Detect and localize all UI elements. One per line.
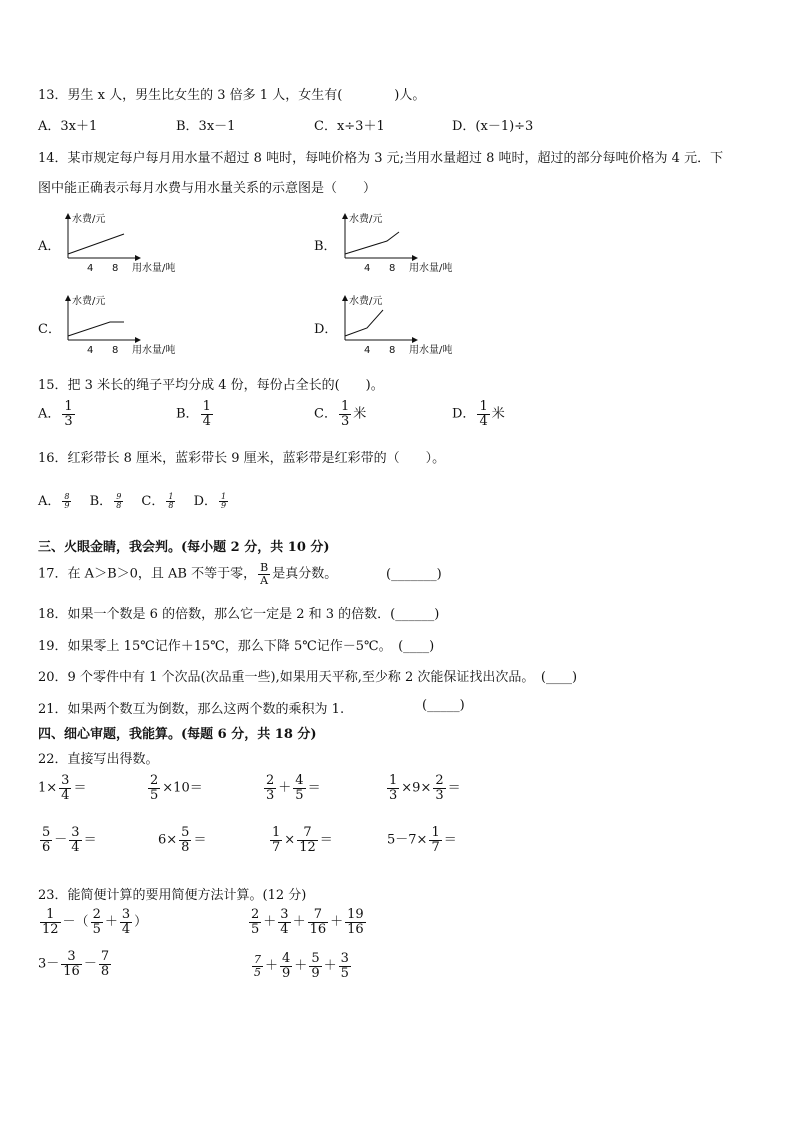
q22-e5-op: － [54,832,68,848]
q14-c-tick-8: 8 [112,345,119,356]
q22-stem: 22．直接写出得数。 [38,752,159,767]
q23-e1-d2: 5 [92,921,101,937]
q22-e7-n1: 1 [272,825,281,840]
q14-c-x-label: 用水量/吨 [132,345,176,356]
q22-e3-fraction-1 [264,774,276,802]
q15-b-num: 1 [202,399,211,414]
q15-d-num: 1 [479,399,488,414]
q23-e4-d2: 9 [282,965,291,981]
q23-e4-d3: 9 [311,965,320,981]
q16-options [38,490,230,510]
q14-option-d-label: D． [314,322,338,337]
q23-e3-fraction-1 [61,950,82,978]
q23-e4-n2: 4 [282,951,291,966]
q14-stem-line2: 图中能正确表示每月水费与用水量关系的示意图是（ ） [38,181,377,196]
q23-e2-d3: 16 [309,921,327,937]
q22-e3-op: ＋ [278,780,292,796]
q23-e1-n3: 3 [121,907,131,922]
q23-e2-d4: 16 [347,921,364,937]
q23-e4-op-1: ＋ [265,958,279,974]
q22-e7-n2: 7 [297,826,318,841]
q19: 19．如果零上 15℃记作＋15℃，那么下降 5℃记作－5℃。 (____) [38,639,435,654]
q22-e7-op: × [284,832,296,848]
q23-e4-d1: 5 [254,965,261,979]
q16-b-den: 8 [116,501,122,510]
q23-e4-fraction-3 [309,952,321,980]
q14-option-c-label: C． [38,322,61,337]
q14-c-y-label: 水费/元 [72,296,106,307]
q23-e1-op1: －（ [62,914,89,930]
q22-e5-fraction-1 [40,826,52,854]
q23-e3-pre: 3－ [38,956,60,972]
q23-e3-fraction-2 [99,950,111,978]
q16-c-label: C． [141,494,165,509]
q23-e2-d1: 5 [251,921,260,937]
q13-option-b: B．3x－1 [176,119,236,134]
q22-e4-n2: 2 [435,773,444,788]
q17-den: A [260,573,269,587]
q14-d-tick-8: 8 [389,345,396,356]
q15-c-fraction [339,400,351,428]
q14-d-y-label: 水费/元 [349,296,383,307]
q15-option-a [38,400,77,428]
q22-e7-post: ＝ [319,832,333,848]
q14-graph-a [60,208,200,278]
q23-e2-d2: 4 [280,921,289,937]
q14-c-tick-4: 4 [87,345,94,356]
q22-e3-n2: 4 [295,773,304,788]
q22-e1-post: ＝ [73,780,87,796]
q16-d-den: 9 [221,501,227,510]
q23-e2-n1: 2 [251,907,260,922]
q22-e8-den: 7 [431,839,440,855]
q22-e5-d1: 6 [42,839,51,855]
q15-d-fraction [477,400,489,428]
q22-expr-2 [146,774,203,802]
q23-e4-fraction-4 [339,952,351,980]
q14-graph-c [60,290,200,360]
q15-option-d [452,400,505,428]
q23-expr-3 [38,950,113,978]
q15-b-den: 4 [202,413,211,429]
q23-e1-n2: 2 [92,907,101,922]
q22-e2-post: ×10＝ [162,780,203,796]
q23-e4-n3: 5 [311,951,320,966]
q22-e7-fraction-1 [270,826,282,854]
q14-a-tick-8: 8 [112,263,119,274]
q14-stem-line1: 14．某市规定每户每月用水量不超过 8 吨时，每吨价格为 3 元;当用水量超过 8 吨时，超过的部分每吨价格为 4 元．下 [38,151,724,166]
q23-e4-n1: 7 [254,953,261,967]
q23-e1-post: ） [134,914,148,930]
q23-e3-d1: 16 [63,963,80,979]
q23-e2-fraction-4 [345,908,366,936]
q14-a-y-label: 水费/元 [72,214,106,225]
q22-e1-den: 4 [61,787,70,803]
q22-e1-num: 3 [61,773,70,788]
q23-e4-op-2: ＋ [294,958,308,974]
q23-e4-op-3: ＋ [323,958,337,974]
q22-e7-d1: 7 [272,839,281,855]
q22-e7-fraction-2 [297,826,318,854]
q15-a-fraction [62,400,74,428]
q23-expr-1 [38,908,147,936]
q22-expr-1 [38,774,86,802]
q16-a-num: 8 [64,491,70,501]
q22-e8-post: ＝ [443,832,457,848]
q13-option-a: A．3x＋1 [38,119,98,134]
q15-d-unit: 米 [491,406,505,422]
q22-expr-3 [262,774,321,802]
q16-c-fraction [166,493,175,511]
q23-e1-fraction-2 [91,908,103,936]
q23-e4-d4: 5 [340,965,349,981]
q15-d-den: 4 [479,413,488,429]
q22-e2-den: 5 [150,787,159,803]
q17-num: B [260,561,269,574]
q22-e8-fraction [429,826,441,854]
q21-blank: (_____) [422,698,465,713]
q22-e3-fraction-2 [293,774,305,802]
q22-e5-fraction-2 [69,826,81,854]
q22-e3-n1: 2 [266,773,275,788]
q22-e5-n2: 3 [71,825,80,840]
q23-e4-fraction-2 [280,952,292,980]
q16-stem: 16．红彩带长 8 厘米，蓝彩带长 9 厘米，蓝彩带是红彩带的（ ）。 [38,451,446,466]
q15-c-num: 1 [340,399,350,414]
q23-e3-op: － [83,956,97,972]
q23-e3-n2: 7 [100,949,110,964]
q22-e5-d2: 4 [71,839,80,855]
q22-expr-5 [38,826,97,854]
q15-a-num: 1 [64,399,73,414]
q14-graph-d [337,290,477,360]
q22-e4-n1: 1 [389,773,398,788]
q22-expr-7 [268,826,333,854]
q22-e6-fraction [179,826,191,854]
q23-e1-op2: ＋ [104,914,118,930]
q14-b-y-label: 水费/元 [349,214,383,225]
q22-e7-d2: 12 [299,839,316,855]
q22-e3-post: ＝ [307,780,321,796]
q17-post: 是真分数。 [272,566,338,582]
q16-b-fraction [114,493,123,511]
q22-e5-post: ＝ [83,832,97,848]
q14-option-b-label: B． [314,239,337,254]
q14-graph-b [337,208,477,278]
q22-e8-num: 1 [431,825,440,840]
q23-e2-op-3: ＋ [330,914,344,930]
q16-d-num: 1 [221,491,227,501]
q22-e2-num: 2 [150,773,159,788]
q22-e6-num: 5 [181,825,190,840]
q22-expr-8 [387,826,457,854]
q22-e2-fraction [148,774,160,802]
q23-e4-fraction-1 [252,954,263,978]
q22-e5-n1: 5 [42,825,51,840]
q23-e1-d3: 4 [121,921,131,937]
q15-c-unit: 米 [353,406,367,422]
q16-d-label: D． [193,494,218,509]
q23-e2-n2: 3 [280,907,289,922]
q18: 18．如果一个数是 6 的倍数，那么它一定是 2 和 3 的倍数．(______) [38,607,440,622]
q22-e4-mid: ×9× [401,780,432,796]
q23-e2-n4: 19 [347,907,364,922]
q22-e1-pre: 1× [38,780,58,796]
q22-e4-d2: 3 [435,787,444,803]
q15-option-b [176,400,215,428]
q22-e4-d1: 3 [389,787,398,803]
q16-a-fraction [62,493,71,511]
q23-e1-fraction-1 [40,908,61,936]
q23-e2-op-1: ＋ [263,914,277,930]
q23-expr-2 [247,908,368,936]
q16-a-den: 9 [64,501,70,510]
q15-b-label: B． [176,406,199,422]
q23-e1-d1: 12 [42,921,59,937]
q23-e4-n4: 3 [340,951,349,966]
q15-option-c [314,400,366,428]
q23-e1-n1: 1 [40,908,61,923]
q22-e3-d2: 5 [295,787,304,803]
q16-a-label: A． [38,494,61,509]
q22-e4-fraction-1 [387,774,399,802]
q23-e2-n3: 7 [308,908,329,923]
q22-e6-den: 8 [181,839,190,855]
q16-c-num: 1 [168,491,174,501]
q17 [38,562,337,586]
q22-e1-fraction [59,774,71,802]
q15-stem: 15．把 3 米长的绳子平均分成 4 份，每份占全长的( )。 [38,378,384,393]
q16-d-fraction [219,493,228,511]
q20: 20．9 个零件中有 1 个次品(次品重一些),如果用天平称,至少称 2 次能保证找出次品。 (____) [38,670,578,685]
q16-c-den: 8 [168,501,174,510]
q23-e2-fraction-2 [278,908,290,936]
q23-e1-fraction-3 [120,908,132,936]
q22-e6-pre: 6× [158,832,178,848]
q15-a-label: A． [38,406,61,422]
q14-b-tick-4: 4 [364,263,371,274]
q16-b-num: 9 [116,491,122,501]
q17-fraction [258,562,270,586]
q22-expr-4 [385,774,461,802]
q15-c-label: C． [314,406,337,422]
q23-e2-fraction-1 [249,908,261,936]
q15-b-fraction [201,400,213,428]
q16-b-label: B． [89,494,113,509]
q23-e2-op-2: ＋ [292,914,306,930]
q15-c-den: 3 [340,413,350,429]
q13-stem: 13．男生 x 人，男生比女生的 3 倍多 1 人，女生有( )人。 [38,88,426,103]
q14-b-x-label: 用水量/吨 [409,263,453,274]
q22-e4-post: ＝ [447,780,461,796]
q22-expr-6 [158,826,206,854]
q15-a-den: 3 [64,413,73,429]
q22-e6-post: ＝ [193,832,207,848]
q23-expr-4 [250,952,353,980]
q13-option-d: D．(x－1)÷3 [452,119,534,134]
q21-text: 21．如果两个数互为倒数，那么这两个数的乘积为 1. [38,702,345,717]
section4-title: 四、细心审题，我能算。(每题 6 分，共 18 分) [38,727,317,742]
q14-d-tick-4: 4 [364,345,371,356]
q17-blank: (_______) [386,567,442,582]
section3-title: 三、火眼金睛，我会判。(每小题 2 分，共 10 分) [38,540,330,555]
q23-e3-d2: 8 [100,963,110,979]
q17-pre: 17．在 A＞B＞0，且 AB 不等于零， [38,566,257,582]
q23-e3-n1: 3 [61,950,82,965]
q23-stem: 23．能简便计算的要用简便方法计算。(12 分) [38,888,307,903]
q22-e3-d1: 3 [266,787,275,803]
q14-d-x-label: 用水量/吨 [409,345,453,356]
q14-a-x-label: 用水量/吨 [132,263,176,274]
q22-e8-pre: 5－7× [387,832,428,848]
q15-d-label: D． [452,406,476,422]
q22-e4-fraction-2 [433,774,445,802]
q14-b-tick-8: 8 [389,263,396,274]
q14-a-tick-4: 4 [87,263,94,274]
q14-option-a-label: A． [38,239,61,254]
q13-option-c: C．x÷3＋1 [314,119,385,134]
q23-e2-fraction-3 [308,908,329,936]
